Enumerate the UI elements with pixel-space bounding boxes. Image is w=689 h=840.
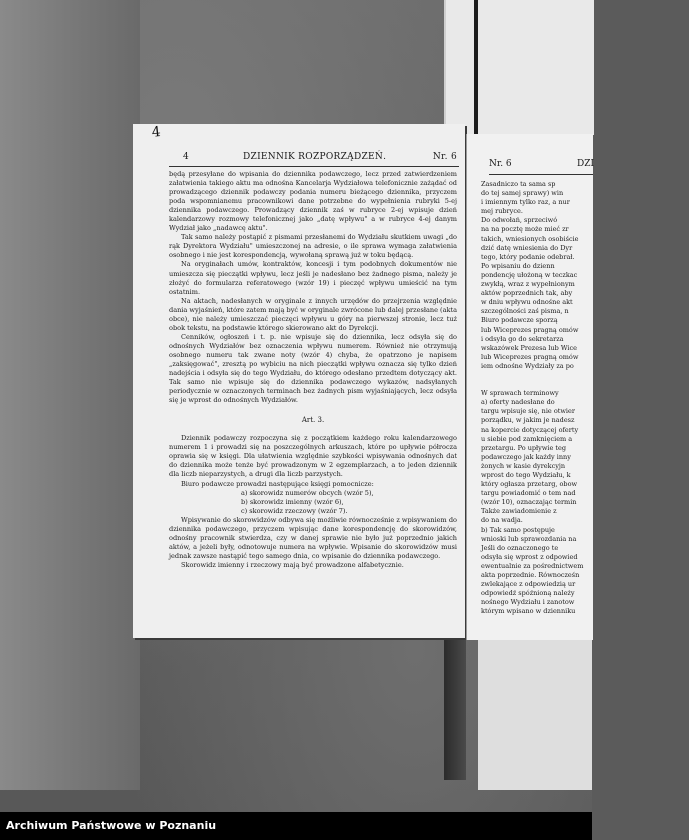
facing-text-line: który ogłasza przetarg, obow (481, 480, 578, 489)
facing-text-line: szczególności zaś pisma, n (481, 307, 569, 316)
facing-text-line: żonych w kasie dyrekcyjn (481, 461, 566, 470)
facing-text-line: mej rubryce. (481, 207, 523, 216)
paragraph: Biuro podawcze prowadzi następujące księgi pomocnicze: (181, 479, 374, 488)
facing-text-line (481, 380, 671, 389)
facing-text-line: odpowiedź spóźnioną należy (481, 589, 575, 598)
facing-text-line: Biuro podawcze sporzą (481, 316, 558, 325)
header-rule (169, 166, 459, 167)
facing-text-line: lub Wiceprezes pragną omów (481, 352, 579, 361)
paragraph: Cenników, ogłoszeń i t. p. nie wpisuje się do dziennika, lecz odsyła się do odnośnych Wydziałów bez oznaczenia wpływu numerem. Również nie otrzymują osobnego numeru tak zwane noty (wzór 4) chyba, że opatrzono je napisem „zaksięgować", zresztą po wybiciu na nich pieczątki wpływu oznacza się tylko dzień nadejścia i odsyła się do tego Wydziału, do którego odesłano przedtem dotyczący akt. Tak samo nie wpisuje się do dziennika podawczego wykazów, nadsyłanych periodycznie w oznaczonych terminach bez żadnych pism wyjaśniających, lecz odsyła się je wprost do odnośnych Wydziałów. (169, 332, 457, 405)
facing-text-line: do na wadja. (481, 516, 523, 525)
binding-spine (444, 640, 466, 780)
facing-text-line: na na pocztę może mieć zr (481, 225, 569, 234)
list-item: a) skorowidz numerów obcych (wzór 5), (241, 488, 374, 497)
list-item: c) skorowidz rzeczowy (wzór 7). (241, 506, 348, 515)
paragraph: Na oryginałach umów, kontraktów, koncesji i tym podobnych dokumentów nie umieszcza się pieczątki wpływu, lecz jeśli je nadesłano bez żadnego pisma, należy je złożyć do formularza referatowego (wzór 19) i pieczęć wpływu umieścić na tym ostatnim. (169, 260, 457, 296)
sheet-divider (474, 0, 478, 135)
page-number: 4 (183, 152, 190, 162)
archive-footer (0, 812, 592, 840)
body-text (169, 170, 457, 570)
facing-text-line: akta poprzednie. Równocześn (481, 571, 580, 580)
facing-text-line: Zasadniczo ta sama sp (481, 180, 556, 188)
facing-text-line: W sprawach terminowy (481, 389, 559, 398)
issue-number: Nr. 6 (432, 152, 457, 162)
facing-text-line: podawczego jak każdy inny (481, 452, 571, 461)
handwritten-mark: 4 (151, 124, 162, 141)
paragraph: Tak samo należy postąpić z pismami przesłanemi do Wydziału skutkiem uwagi „do rąk Dyrektora Wydziału" umieszczonej na adresie, o ile sprawa wymaga załatwienia osobnego i nie jest korespondencją, wywołaną sprawą już w toku będącą. (169, 233, 457, 260)
main-page (133, 124, 465, 638)
facing-text-line: zwykłą, wraz z wypełnionym (481, 280, 575, 289)
journal-title: DZIENNIK ROZPORZĄDZEŃ. (243, 152, 387, 162)
paragraph: Skorowidz imienny i rzeczowy mają być prowadzone alfabetycznie. (181, 560, 404, 569)
article-heading: Art. 3. (301, 416, 325, 425)
facing-text-line: ewentualnie za pośrednictwem (481, 561, 584, 570)
facing-text-line: lub Wiceprezes pragną omów (481, 325, 579, 334)
page-header (133, 152, 465, 166)
facing-text-line: i imiennym tylko raz, a nur (481, 198, 570, 207)
facing-text-line (481, 371, 671, 380)
lower-right-sheet (478, 640, 592, 790)
facing-text-line: do tej samej sprawy) win (481, 189, 564, 198)
top-sheet (444, 0, 594, 135)
facing-text-line: iem odnośne Wydziały za po (481, 361, 574, 370)
facing-text-line: targu powiadomić o tem nad (481, 489, 576, 498)
facing-text-line: u siebie pod zamknięciem a (481, 434, 573, 443)
facing-text-line: którym wpisano w dzienniku (481, 607, 576, 616)
archive-label: Archiwum Państwowe w Poznaniu (6, 819, 217, 832)
backing-board (0, 0, 140, 790)
paragraph: Wpisywanie do skorowidzów odbywa się możliwie równocześnie z wpisywaniem do dziennika podawczego, przyczem wpisując dane korespondencję do skorowidzów, odnośny pracownik stwierdza, czy w danej sprawie nie było już poprzednio jakich aktów, a jeżeli były, odnotowuje numera na wpływie. Wpisanie do skorowidzów musi jednak zawsze nastąpić tego samego dnia, co wpisanie do dziennika podawczego. (169, 515, 457, 560)
facing-text-line: tego, który podanie odebrał. (481, 252, 575, 261)
facing-text-line: Po wpisaniu do dzienn (481, 261, 555, 270)
facing-text-line: przetargu. Po upływie teg (481, 443, 567, 452)
facing-text-line: porządku, w jakim je nadesz (481, 416, 575, 425)
list-item: b) skorowidz imienny (wzór 6), (241, 497, 344, 506)
facing-text-line: zwlekające z odpowiedzią ur (481, 580, 576, 589)
facing-text-line: dzić datę wniesienia do Dyr (481, 243, 573, 252)
facing-text-line: aktów poprzednich tak, aby (481, 289, 573, 298)
facing-text-line: pondencję ułożoną w teczkac (481, 270, 578, 279)
facing-text-line: b) Tak samo postępuje (481, 525, 555, 534)
facing-text-line: na kopercie dotyczącej oferty (481, 425, 579, 434)
facing-text-line: targu wpisuje się, nie otwier (481, 407, 575, 416)
facing-text-line: wprost do tego Wydziału, k (481, 471, 571, 479)
facing-page (466, 134, 593, 640)
facing-text-line: a) oferty nadesłane do (481, 398, 555, 407)
facing-text-line: Do odwołań, sprzeciwó (481, 216, 558, 225)
facing-text-line: odsyła się wprost z odpowied (481, 552, 578, 561)
facing-header-rule (489, 174, 593, 175)
facing-text-line: Także zawiadomienie z (481, 507, 557, 516)
facing-text-line: Jeśli do oznaczonego te (481, 543, 559, 552)
facing-text-line: nośnego Wydziału i zanotow (481, 598, 575, 607)
facing-text-line: takich, wniesionych osobiście (481, 234, 579, 243)
facing-issue-number: Nr. 6 (489, 159, 512, 169)
paragraph: Na aktach, nadesłanych w oryginale z innych urzędów do przejrzenia względnie dania wyjaśnień, które zatem mają być w oryginale zwrócone lub dalej przesłane (akta obce), nie należy umieszczać pieczęci wpływu u góry na pierwszej stronie, lecz tuż obok tekstu, na podstawie którego skierowano akt do Dyrekcji. (169, 296, 457, 332)
facing-journal-title: DZI (577, 159, 595, 169)
facing-page-text (481, 180, 671, 617)
facing-text-line: wnioski lub sprawozdania na (481, 534, 577, 543)
facing-text-line: wskazówek Prezesa lub Wice (481, 343, 577, 352)
facing-text-line: (wzór 10), oznaczając termin (481, 498, 577, 507)
facing-text-line: i odsyła go do sekretarza (481, 334, 564, 343)
facing-text-line: w dniu wpływu odnośne akt (481, 298, 573, 307)
paragraph: Dziennik podawczy rozpoczyna się z początkiem każdego roku kalendarzowego numerem 1 i prowadzi się na poszczególnych arkuszach, które po upływie półrocza oprawia się w księgi. Dla ułatwienia względnie szybkości wpisywania odnośnych dat do dziennika może tenże być prowadzonym w 2 egzemplarzach, a to jeden dziennik dla liczb nieparzystych, a drugi dla liczb parzystych. (169, 434, 457, 479)
paragraph: będą przesyłane do wpisania do dziennika podawczego, lecz przed zatwierdzeniem załatwienia takiego aktu ma odnośna Kancelarja Wydziałowa telefonicznie zażądać od prowadzącego dziennik podawczy podania numeru bieżącego dziennika, przyczem poda wspomnianemu pracownikowi dane potrzebne do wypełnienia rubryki 5-ej dziennika podawczego. Prowadzący dziennik zaś w rubryce 2-ej wpisuje dzień kalendarzowy rozmowy telefonicznej jako „datę wpływu" a w rubryce 4-ej danym Wydział jako „nadawcę aktu". (169, 170, 457, 233)
